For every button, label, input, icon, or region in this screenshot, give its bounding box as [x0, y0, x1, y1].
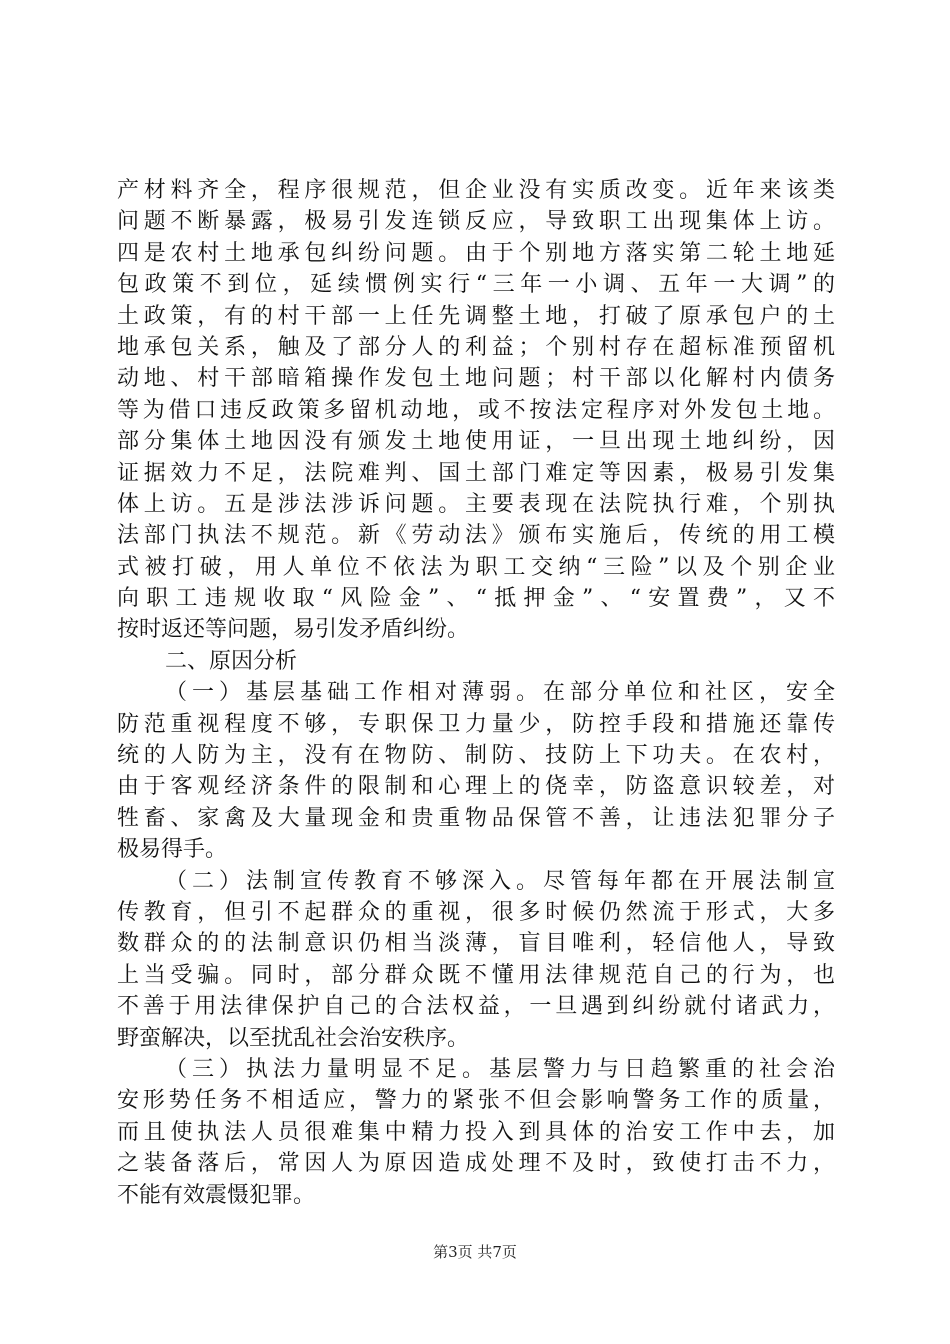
text-line: 等为借口违反政策多留机动地，或不按法定程序对外发包土地。: [117, 397, 835, 423]
document-body: [117, 175, 835, 1211]
text-line: 安形势任务不相适应，警力的紧张不但会影响警务工作的质量，: [117, 1088, 835, 1114]
text-line: （三）执法力量明显不足。基层警力与日趋繁重的社会治: [165, 1056, 835, 1082]
text-line: 不能有效震慑犯罪。: [117, 1182, 316, 1208]
text-line: 土政策，有的村干部一上任先调整土地，打破了原承包户的土: [117, 303, 835, 329]
text-line: 之装备落后，常因人为原因造成处理不及时，致使打击不力，: [117, 1151, 835, 1177]
text-line: （二）法制宣传教育不够深入。尽管每年都在开展法制宣: [165, 868, 835, 894]
text-line: 防范重视程度不够，专职保卫力量少，防控手段和措施还靠传: [117, 711, 835, 737]
text-line: 由于客观经济条件的限制和心理上的侥幸，防盗意识较差，对: [117, 774, 835, 800]
text-line: 证据效力不足，法院难判、国土部门难定等因素，极易引发集: [117, 460, 835, 486]
text-line: 二、原因分析: [165, 648, 298, 674]
text-line: 野蛮解决，以至扰乱社会治安秩序。: [117, 1025, 470, 1051]
text-line: 问题不断暴露，极易引发连锁反应，导致职工出现集体上访。: [117, 209, 835, 235]
text-line: 部分集体土地因没有颁发土地使用证，一旦出现土地纠纷，因: [117, 429, 835, 455]
text-line: （一）基层基础工作相对薄弱。在部分单位和社区，安全: [165, 680, 835, 706]
text-line: 体上访。五是涉法涉诉问题。主要表现在法院执行难，个别执: [117, 491, 835, 517]
text-line: 按时返还等问题，易引发矛盾纠纷。: [117, 617, 470, 643]
text-line: 牲畜、家禽及大量现金和贵重物品保管不善，让违法犯罪分子: [117, 805, 835, 831]
text-line: 向职工违规收取“风险金”、“抵押金”、“安置费”，又不: [117, 586, 835, 612]
page-footer: 第3页 共7页: [433, 1243, 517, 1261]
text-line: 产材料齐全，程序很规范，但企业没有实质改变。近年来该类: [117, 178, 835, 203]
text-line: 极易得手。: [117, 837, 228, 863]
text-line: 统的人防为主，没有在物防、制防、技防上下功夫。在农村，: [117, 743, 835, 769]
text-line: 不善于用法律保护自己的合法权益，一旦遇到纠纷就付诸武力，: [117, 994, 835, 1020]
text-line: 上当受骗。同时，部分群众既不懂用法律规范自己的行为，也: [117, 962, 835, 988]
text-line: 式被打破，用人单位不依法为职工交纳“三险”以及个别企业: [117, 554, 835, 580]
text-line: 而且使执法人员很难集中精力投入到具体的治安工作中去，加: [117, 1119, 835, 1145]
text-line: 法部门执法不规范。新《劳动法》颁布实施后，传统的用工模: [117, 523, 835, 549]
text-line: 传教育，但引不起群众的重视，很多时候仍然流于形式，大多: [117, 899, 835, 925]
text-line: 包政策不到位，延续惯例实行“三年一小调、五年一大调”的: [117, 272, 835, 298]
text-line: 数群众的的法制意识仍相当淡薄，盲目唯利，轻信他人，导致: [117, 931, 835, 957]
text-line: 地承包关系，触及了部分人的利益；个别村存在超标准预留机: [117, 334, 835, 360]
text-line: 动地、村干部暗箱操作发包土地问题；村干部以化解村内债务: [117, 366, 835, 392]
text-line: 四是农村土地承包纠纷问题。由于个别地方落实第二轮土地延: [117, 240, 835, 266]
